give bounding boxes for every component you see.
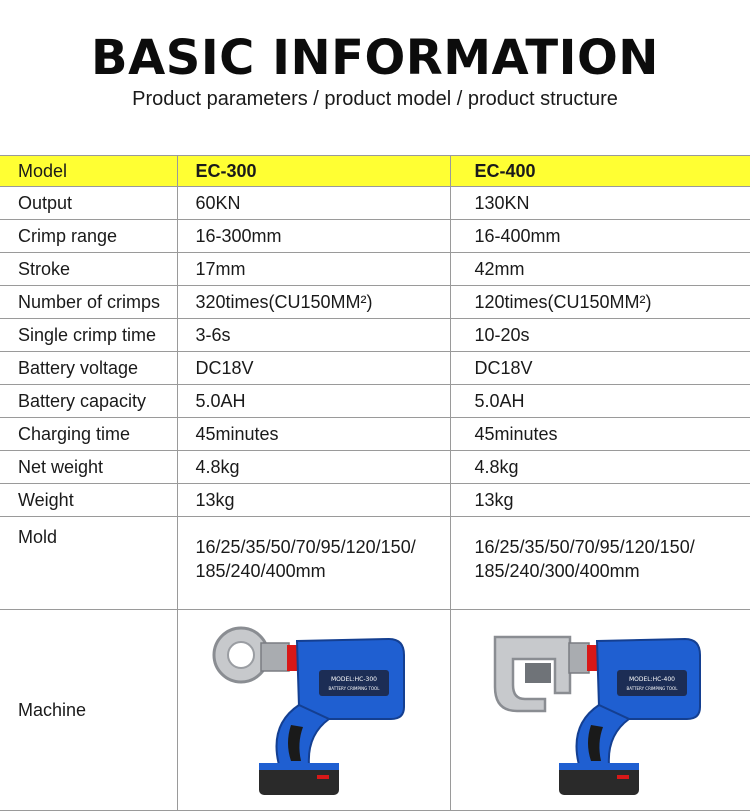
row-label: Charging time: [0, 418, 177, 451]
row-label-mold: Mold: [0, 517, 177, 610]
model-plate-ec300: MODEL:HC-300: [330, 676, 377, 683]
page-subtitle: Product parameters / product model / product structure: [132, 88, 618, 110]
model-plate-ec400: MODEL:HC-400: [629, 676, 676, 683]
page-title: BASIC INFORMATION: [91, 30, 659, 86]
table-row: [0, 220, 750, 253]
table-row-machine: [0, 610, 750, 811]
row-value-ec400: 42mm: [450, 253, 750, 286]
mold-value-ec400: [450, 517, 750, 610]
table-row: [0, 451, 750, 484]
table-row: [0, 286, 750, 319]
table-row: [0, 187, 750, 220]
row-value-ec300: 320times(CU150MM²): [177, 286, 450, 319]
row-value-ec400: 120times(CU150MM²): [450, 286, 750, 319]
spec-table: [0, 155, 750, 811]
table-row: [0, 484, 750, 517]
row-value-ec300: 5.0AH: [177, 385, 450, 418]
mold-line: 185/240/400mm: [195, 561, 326, 581]
row-value-ec400: 13kg: [450, 484, 750, 517]
header-model-ec400: EC-400: [450, 156, 750, 187]
row-label: Output: [0, 187, 177, 220]
mold-line: 16/25/35/50/70/95/120/150/: [195, 537, 416, 557]
row-label-machine: Machine: [0, 610, 177, 811]
crimping-tool-ec300-icon: [199, 615, 429, 805]
row-label: Net weight: [0, 451, 177, 484]
crimping-tool-ec400-icon: [485, 615, 715, 805]
row-label: Battery capacity: [0, 385, 177, 418]
table-row: [0, 253, 750, 286]
row-value-ec300: 16-300mm: [177, 220, 450, 253]
header-label-model: Model: [0, 156, 177, 187]
plate-sub-ec400: BATTERY CRIMPING TOOL: [626, 686, 678, 691]
row-value-ec300: 60KN: [177, 187, 450, 220]
row-label: Crimp range: [0, 220, 177, 253]
table-row-mold: [0, 517, 750, 610]
machine-image-ec400: [450, 610, 750, 811]
row-value-ec400: DC18V: [450, 352, 750, 385]
table-row: [0, 418, 750, 451]
table-row: [0, 385, 750, 418]
row-value-ec300: DC18V: [177, 352, 450, 385]
table-row: [0, 352, 750, 385]
table-row: [0, 319, 750, 352]
row-label: Battery voltage: [0, 352, 177, 385]
row-value-ec400: 45minutes: [450, 418, 750, 451]
table-header-row: [0, 156, 750, 187]
row-value-ec300: 4.8kg: [177, 451, 450, 484]
mold-line: 185/240/300/400mm: [474, 561, 640, 581]
row-value-ec300: 3-6s: [177, 319, 450, 352]
row-value-ec300: 45minutes: [177, 418, 450, 451]
row-value-ec400: 5.0AH: [450, 385, 750, 418]
row-label: Stroke: [0, 253, 177, 286]
mold-line: 16/25/35/50/70/95/120/150/: [474, 537, 695, 557]
row-label: Single crimp time: [0, 319, 177, 352]
header-model-ec300: EC-300: [177, 156, 450, 187]
row-value-ec400: 16-400mm: [450, 220, 750, 253]
row-label: Number of crimps: [0, 286, 177, 319]
row-value-ec400: 130KN: [450, 187, 750, 220]
row-label: Weight: [0, 484, 177, 517]
row-value-ec400: 10-20s: [450, 319, 750, 352]
machine-image-ec300: [177, 610, 450, 811]
mold-value-ec300: [177, 517, 450, 610]
row-value-ec400: 4.8kg: [450, 451, 750, 484]
row-value-ec300: 17mm: [177, 253, 450, 286]
plate-sub-ec300: BATTERY CRIMPING TOOL: [328, 686, 379, 691]
row-value-ec300: 13kg: [177, 484, 450, 517]
